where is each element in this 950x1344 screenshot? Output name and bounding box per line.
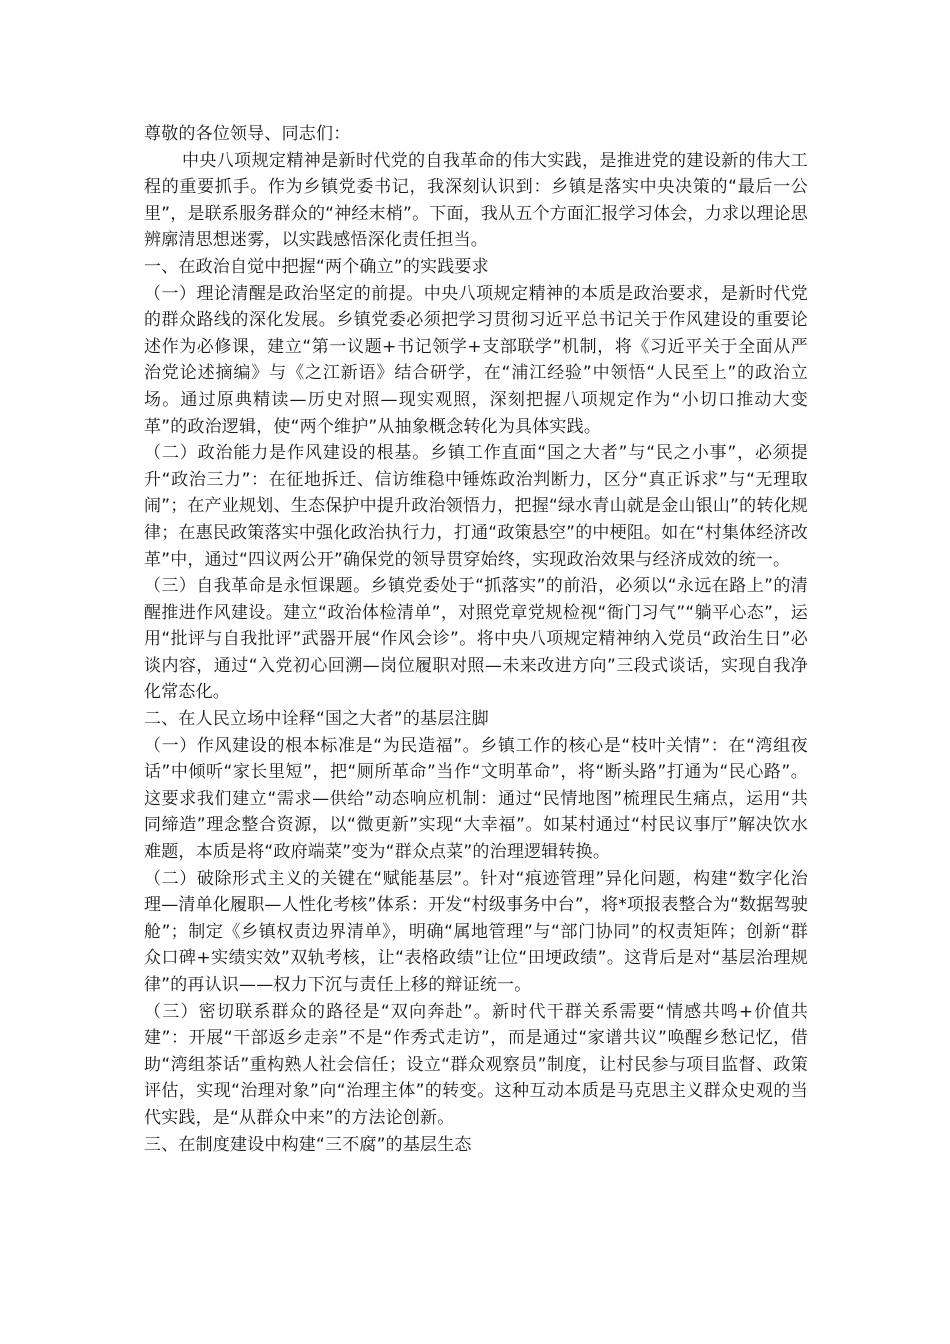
section-heading-2: 二、在人民立场中诠释“国之大者”的基层注脚: [144, 709, 489, 730]
salutation: 尊敬的各位领导、同志们：: [144, 124, 351, 144]
section-2-paragraph-2: （二）破除形式主义的关键在“赋能基层”。针对“痕迹管理”异化问题，构建“数字化治理—清单化履职—人性化考核”体系：开发“村级事务中台”，将*项报表整合为“数据驾驶舱”；制定《乡镇权责边界清单》，明确“属地管理”与“部门协同”的权责矩阵；创新“群众口碑+实绩实效”双轨考核，让“表格政绩”让位“田埂政绩”。这背后是对“基层治理规律”的再认识——权力下沉与责任上移的辩证统一。: [144, 868, 808, 995]
section-heading-1: 一、在政治自觉中把握“两个确立”的实践要求: [144, 256, 489, 277]
section-2-paragraph-1: （一）作风建设的根本标准是“为民造福”。乡镇工作的核心是“枝叶关情”：在“湾组夜话”中倾听“家长里短”，把“厕所革命”当作“文明革命”，将“断头路”打通为“民心路”。这要求我们建立“需求—供给”动态响应机制：通过“民情地图”梳理民生痛点，运用“共同缔造”理念整合资源，以“微更新”实现“大幸福”。如某村通过“村民议事厅”解决饮水难题，本质是将“政府端菜”变为“群众点菜”的治理逻辑转换。: [144, 735, 808, 863]
section-1-paragraph-2: （二）政治能力是作风建设的根基。乡镇工作直面“国之大者”与“民之小事”，必须提升“政治三力”：在征地拆迁、信访维稳中锤炼政治判断力，区分“真正诉求”与“无理取闹”；在产业规划、生态保护中提升政治领悟力，把握“绿水青山就是金山银山”的转化规律；在惠民政策落实中强化政治执行力，打通“政策悬空”的中梗阻。如在“村集体经济改革”中，通过“四议两公开”确保党的领导贯穿始终，实现政治效果与经济成效的统一。: [144, 443, 808, 570]
intro-paragraph: 中央八项规定精神是新时代党的自我革命的伟大实践，是推进党的建设新的伟大工程的重要抓手。作为乡镇党委书记，我深刻认识到：乡镇是落实中央决策的“最后一公里”，是联系服务群众的“神经末梢”。下面，我从五个方面汇报学习体会，力求以理论思辨廓清思想迷雾，以实践感悟深化责任担当。: [144, 150, 808, 251]
section-2-paragraph-3: （三）密切联系群众的路径是“双向奔赴”。新时代干群关系需要“情感共鸣+价值共建”：开展“干部返乡走亲”不是“作秀式走访”，而是通过“家谱共议”唤醒乡愁记忆，借助“湾组茶话”重构熟人社会信任；设立“群众观察员”制度，让村民参与项目监督、政策评估，实现“治理对象”向“治理主体”的转变。这种互动本质是马克思主义群众史观的当代实践，是“从群众中来”的方法论创新。: [144, 1001, 808, 1128]
section-heading-3: 三、在制度建设中构建“三不腐”的基层生态: [144, 1134, 472, 1155]
section-1-paragraph-1: （一）理论清醒是政治坚定的前提。中央八项规定精神的本质是政治要求，是新时代党的群众路线的深化发展。乡镇党委必须把学习贯彻习近平总书记关于作风建设的重要论述作为必修课，建立“第一议题+书记领学+支部联学”机制，将《习近平关于全面从严治党论述摘编》与《之江新语》结合研学，在“浦江经验”中领悟“人民至上”的政治立场。通过原典精读—历史对照—现实观照，深刻把握八项规定作为“小切口推动大变革”的政治逻辑，使“两个维护”从抽象概念转化为具体实践。: [144, 283, 808, 437]
section-1-paragraph-3: （三）自我革命是永恒课题。乡镇党委处于“抓落实”的前沿，必须以“永远在路上”的清醒推进作风建设。建立“政治体检清单”，对照党章党规检视“衙门习气”“躺平心态”，运用“批评与自我批评”武器开展“作风会诊”。将中央八项规定精神纳入党员“政治生日”必谈内容，通过“入党初心回溯—岗位履职对照—未来改进方向”三段式谈话，实现自我净化常态化。: [144, 576, 808, 703]
document-body: [144, 121, 808, 1158]
